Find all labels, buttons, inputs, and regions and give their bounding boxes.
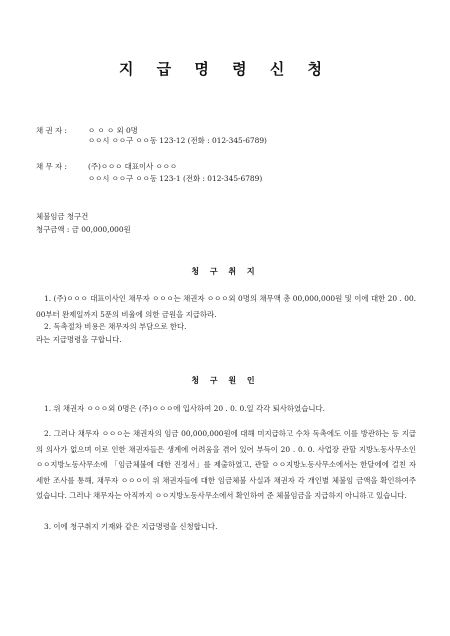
debtor-label: 채 무 자 : [36,162,67,171]
purpose-item-1 [36,291,416,322]
debtor-name: (주)ㅇㅇㅇ 대표이사 ㅇㅇㅇ [88,162,177,171]
page-title: 지 급 명 령 신 청 [118,60,332,78]
cause-item-3: 3. 이에 청구취지 기재와 같은 지급명령을 신청합니다. [44,522,218,531]
cause-item-2 [36,426,416,504]
cause-heading: 청 구 원 인 [191,375,259,385]
purpose-closing: 라는 지급명령을 구합니다. [36,335,122,344]
claim-amount: 청구금액 : 금 00,000,000원 [36,225,131,234]
purpose-item-2: 2. 독촉절차 비용은 채무자의 부담으로 한다. [44,322,187,331]
cause-item-2-text: 2. 그러나 채무자 ㅇㅇㅇ는 채권자의 임금 00,000,000원에 대해 미지급하고 수차 독촉에도 이를 방관하는 등 지급의 의사가 없으며 이로 인한 채권자들은 생계에 어려움을 겪어 있어 부득이 20 . 0. 0. 사업장 관할 지방노동사무소인 ㅇㅇ지방노동사무소에 「임금체불에 대한 진정서」를 제출하였고, 관할 ㅇㅇ지방노동사무소에서는 한달에에 걸친 자세한 조사를 통해, 채무자 ㅇㅇㅇ이 위 채권자들에 대한 임금체불 사실과 채권자 각 개인별 체불임 금액을 확인하여주었습니다. 그러나 채무자는 아직까지 ㅇㅇ지방노동사무소에서 확인하여 준 체불임금을 지급하지 아니하고 있습니다. [36,429,416,500]
creditor-label: 채 권 자 : [36,126,67,135]
purpose-heading: 청 구 취 지 [191,266,259,276]
purpose-item-1-text: 1. (주)ㅇㅇㅇ 대표이사인 채무자 ㅇㅇㅇ는 채권자 ㅇㅇㅇ외 0명의 채무액 총 00,000,000원 및 이에 대한 20 . 00. 00부터 완제일까지 5푼의 비율에 의한 금원을 지급하라. [36,294,416,319]
creditor-name: ㅇ ㅇ ㅇ 외 0명 [88,126,138,135]
cause-item-1: 1. 위 채권자 ㅇㅇㅇ외 0명은 (주)ㅇㅇㅇ에 입사하여 20 . 0. 0.일 각각 퇴사하였습니다. [44,404,325,413]
debtor-address: ㅇㅇ시 ㅇㅇ구 ㅇㅇ동 123-1 (전화 : 012-345-6789) [88,174,263,183]
claim-type: 체불임금 청구건 [36,212,89,221]
creditor-address: ㅇㅇ시 ㅇㅇ구 ㅇㅇ동 123-12 (전화 : 012-345-6789) [88,136,267,145]
